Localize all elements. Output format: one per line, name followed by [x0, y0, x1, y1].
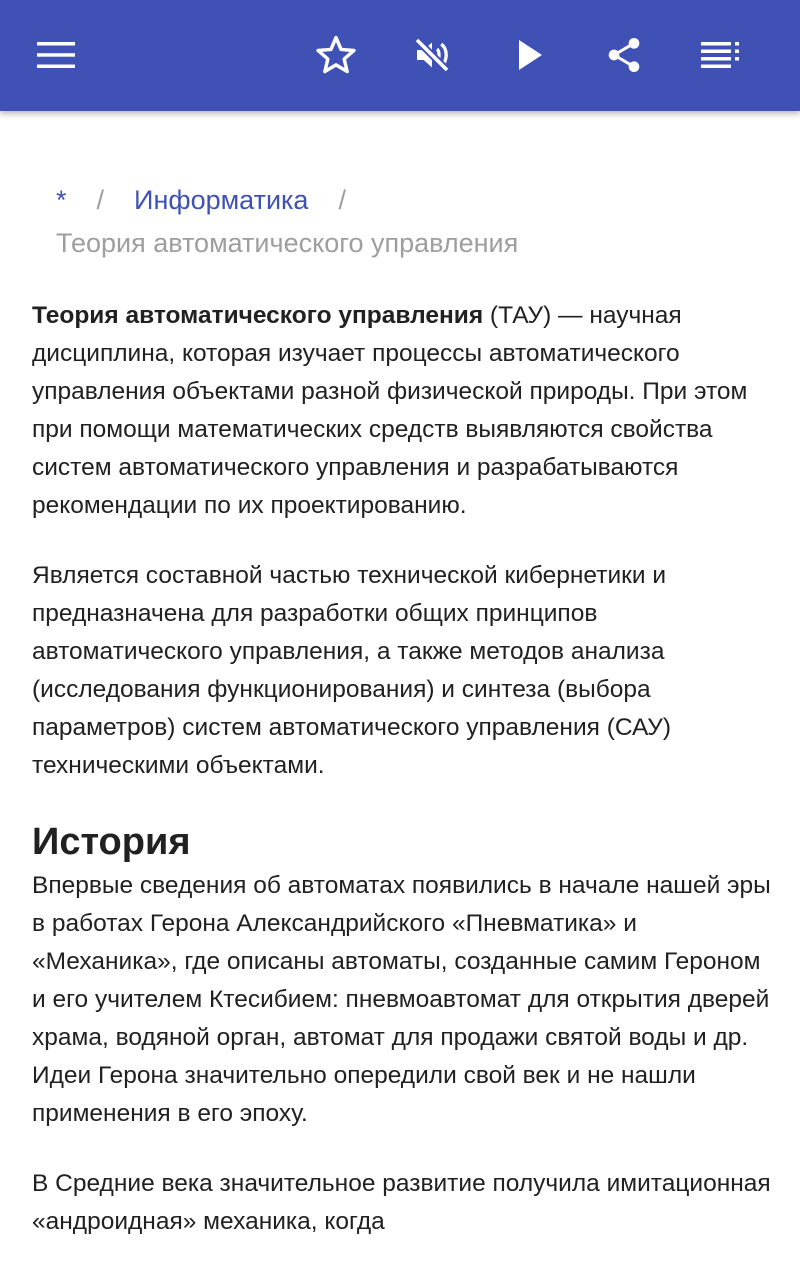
article-content — [0, 111, 800, 1280]
volume-off-icon — [411, 35, 453, 75]
breadcrumb — [56, 179, 756, 265]
app-bar — [0, 0, 800, 111]
share-button[interactable] — [596, 27, 652, 83]
article-title-term: Теория автоматического управления — [32, 302, 484, 329]
intro-text: (ТАУ) — научная дисциплина, которая изучает процессы автоматического управления объектами разной физической природы. При этом при помощи математических средств выявляются свойства систем автоматического управления и разрабатываются рекомендации по их проектированию. — [32, 302, 748, 519]
section-heading-history: История — [32, 821, 191, 863]
share-icon — [604, 34, 644, 76]
play-button[interactable] — [502, 27, 558, 83]
mute-button[interactable] — [404, 27, 460, 83]
favorite-button[interactable] — [308, 27, 364, 83]
breadcrumb-separator: / — [338, 185, 346, 215]
breadcrumb-separator: / — [96, 185, 105, 215]
star-icon — [315, 35, 357, 75]
paragraph: Является составной частью технической кибернетики и предназначена для разработки общих принципов автоматического управления, а также методов анализа (исследования функционирования) и синтеза (выбора параметров) систем автоматического управления (САУ) техническими объектами. — [32, 562, 671, 779]
list-icon — [701, 42, 739, 68]
menu-button[interactable] — [28, 27, 84, 83]
contents-button[interactable] — [692, 27, 748, 83]
play-icon — [515, 38, 545, 72]
breadcrumb-current-page: Теория автоматического управления — [56, 228, 519, 258]
paragraph: В Средние века значительное развитие получила имитационная «андроидная» механика, когда — [32, 1170, 771, 1235]
breadcrumb-home-link[interactable]: * — [56, 185, 67, 215]
article-body — [32, 297, 777, 1273]
paragraph: Впервые сведения об автоматах появились в начале нашей эры в работах Герона Александрийского «Пневматика» и «Механика», где описаны автоматы, созданные самим Героном и его учителем Ктесибием: пневмоавтомат для открытия дверей храма, водяной орган, автомат для продажи святой воды и др. Идеи Герона значительно опередили свой век и не нашли применения в его эпоху. — [32, 872, 771, 1127]
breadcrumb-category-link[interactable]: Информатика — [134, 185, 309, 215]
menu-icon — [37, 42, 75, 68]
intro-paragraph — [32, 297, 777, 525]
